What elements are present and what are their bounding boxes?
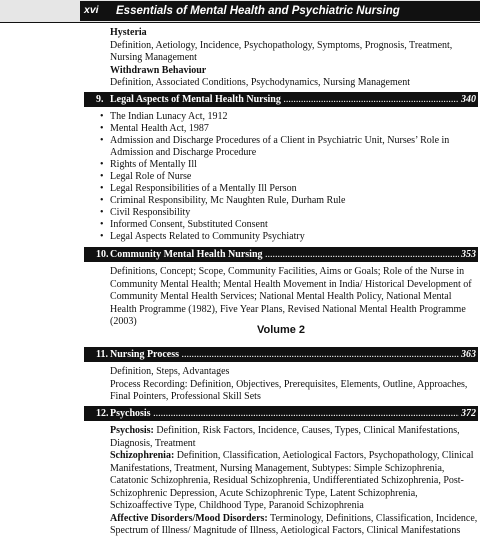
chapter-number: 11. — [96, 349, 108, 360]
schizophrenia-text: Definition, Classification, Aetiological Factors, Psychopathology, Clinical Manifestations, Treatment, Nursing Management, Subtypes: Simple Schizophrenia, Catatonic Schizophrenia, Residual Schizophrenia, Undifferentiated Schizophrenia, Post-Schizophrenic Depression, Acute Schizophrenic Type, Latent Schizophrenia, Schizoaffective Type, Childhood Type, Paranoid Schizophrenia — [110, 450, 474, 511]
psychosis-paragraph — [110, 425, 478, 450]
withdrawn-text: Definition, Associated Conditions, Psychodynamics, Nursing Management — [110, 77, 410, 88]
chapter-title: Psychosis ..... — [110, 406, 460, 421]
chapter-number: 9. — [96, 94, 104, 105]
chapter-page: 340 — [461, 94, 476, 105]
list-item: • Legal Role of Nurse — [100, 171, 478, 183]
list-item: • Mental Health Act, 1987 — [100, 123, 478, 135]
psychosis-text: Definition, Risk Factors, Incidence, Causes, Types, Clinical Manifestations, Diagnosis, Treatment — [110, 425, 460, 449]
schizophrenia-heading: Schizophrenia: — [110, 450, 175, 461]
nursing-process-line2: Process Recording: Definition, Objectives, Prerequisites, Elements, Outline, Approaches, Final Pointers, Professional Skill Sets — [110, 378, 468, 402]
list-item: • Legal Aspects Related to Community Psychiatry — [100, 231, 478, 243]
mood-disorders-heading: Affective Disorders/Mood Disorders: — [110, 512, 268, 524]
list-item: • Admission and Discharge Procedures of a Client in Psychiatric Unit, Nurses’ Role in Admission and Discharge Procedure — [100, 135, 478, 159]
chapter-11-heading[interactable] — [84, 347, 478, 362]
withdrawn-heading: Withdrawn Behaviour — [110, 64, 207, 76]
chapter-title: Nursing Process ..... — [110, 347, 460, 362]
community-text: Definitions, Concept; Scope, Community Facilities, Aims or Goals; Role of the Nurse in Community Mental Health; Mental Health Movement in India/ Historical Development of Community Mental Health Services; National Mental Health Policy, National Mental Health Programme (1982), Five Year Plans, Revised National Mental Health Programme (2003) — [110, 266, 472, 327]
previous-chapter-topics — [110, 27, 478, 90]
chapter-page: 363 — [461, 349, 476, 360]
psychosis-topics — [110, 425, 478, 538]
psychosis-heading: Psychosis: — [110, 425, 154, 436]
list-item: • Criminal Responsibility, Mc Naughten Rule, Durham Rule — [100, 195, 478, 207]
running-header — [0, 0, 480, 23]
page-number: xvi — [84, 4, 99, 16]
chapter-10-heading[interactable] — [84, 247, 478, 262]
chapter-page: 353 — [461, 249, 476, 260]
chapter-title: Legal Aspects of Mental Health Nursing ..... — [110, 92, 460, 107]
hysteria-heading: Hysteria — [110, 27, 147, 38]
hysteria-text: Definition, Aetiology, Incidence, Psychopathology, Symptoms, Prognosis, Treatment, Nursing Management — [110, 39, 453, 63]
chapter-9-heading[interactable] — [84, 92, 478, 107]
volume-label: Volume 2 — [256, 324, 306, 336]
list-item: • Informed Consent, Substituted Consent — [100, 219, 478, 231]
mood-disorders-paragraph — [110, 513, 478, 538]
list-item: • Rights of Mentally Ill — [100, 159, 478, 171]
list-item: • Civil Responsibility — [100, 207, 478, 219]
chapter-number: 12. — [96, 408, 109, 419]
schizophrenia-paragraph — [110, 450, 478, 513]
nursing-process-topics — [110, 366, 478, 404]
list-item: • The Indian Lunacy Act, 1912 — [100, 111, 478, 123]
list-item: • Legal Responsibilities of a Mentally Ill Person — [100, 183, 478, 195]
legal-aspects-list — [100, 111, 478, 243]
chapter-12-heading[interactable] — [84, 406, 478, 421]
nursing-process-line1: Definition, Steps, Advantages — [110, 366, 230, 377]
book-title: Essentials of Mental Health and Psychiatric Nursing — [116, 5, 400, 17]
chapter-page: 372 — [461, 408, 476, 419]
chapter-title: Community Mental Health Nursing ..... — [110, 247, 460, 262]
mood-disorders-text: Terminology, Definitions, Classification, Incidence, Spectrum of Illness/ Magnitude of Illness, Aetiological Factors, Clinical Manifestations — [110, 512, 478, 536]
chapter-number: 10. — [96, 249, 109, 260]
community-topics — [110, 266, 478, 329]
